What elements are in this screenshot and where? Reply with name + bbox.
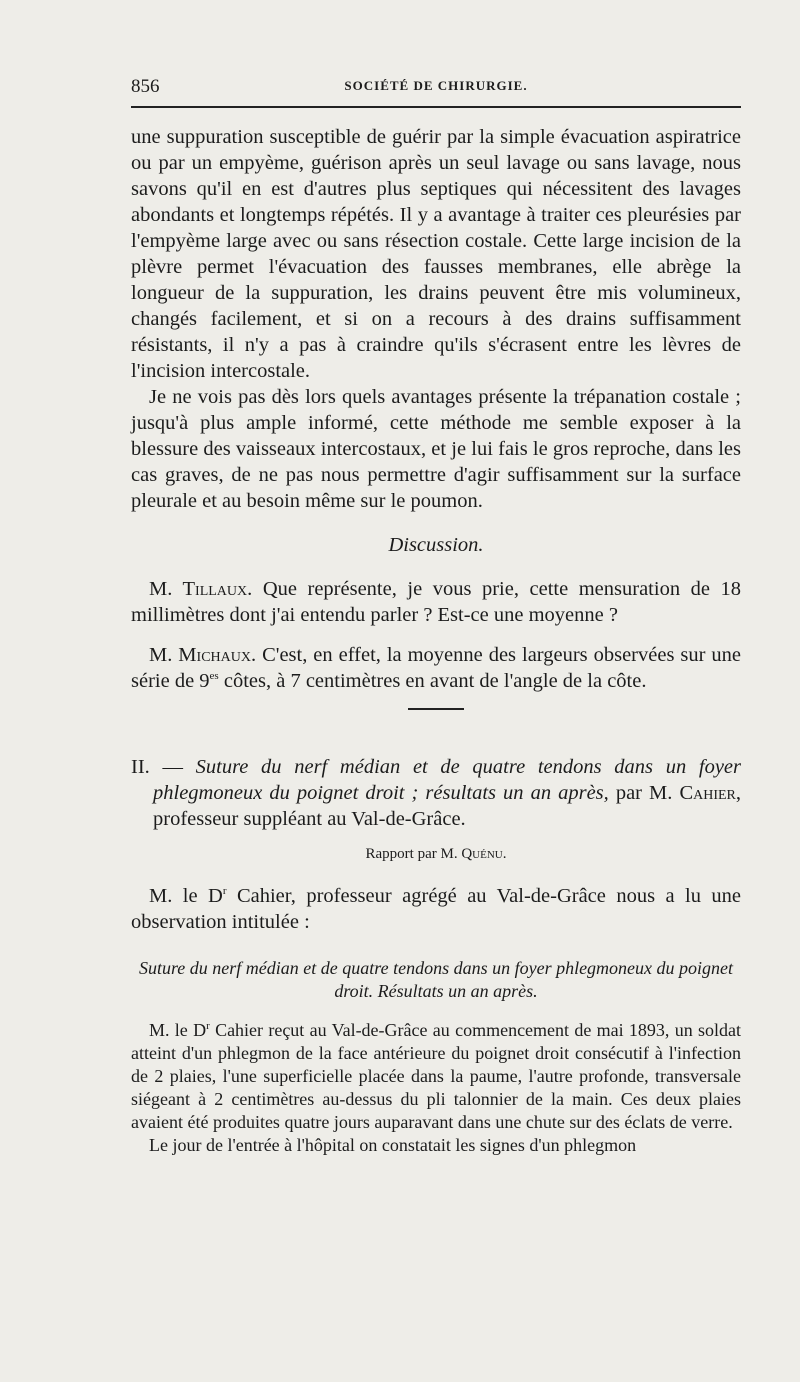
observation-title: Suture du nerf médian et de quatre tendons dans un foyer phlegmoneux du poignet droit. Résultats un an après.	[138, 958, 734, 1001]
tillaux-text: Que représente, je vous prie, cette mensuration de 18 millimètres dont j'ai entendu parler ? Est-ce une moyenne ?	[131, 578, 741, 626]
para3-sup: r	[222, 885, 227, 898]
para3-before: M. le D	[149, 885, 223, 907]
speaker-michaux: M. Michaux.	[149, 644, 257, 666]
michaux-sup: es	[209, 670, 219, 683]
running-head: SOCIÉTÉ DE CHIRURGIE.	[344, 78, 528, 93]
page-number: 856	[131, 76, 160, 97]
paragraph-3	[131, 883, 741, 935]
page-body	[131, 124, 741, 1157]
michaux-text-after: côtes, à 7 centimètres en avant de l'angle de la côte.	[218, 670, 647, 692]
section-number: II. —	[131, 756, 183, 778]
report-by-label: Rapport par M.	[365, 846, 458, 862]
paragraph-5: Le jour de l'entrée à l'hôpital on constatait les signes d'un phlegmon	[149, 1135, 637, 1155]
header-rule	[131, 106, 741, 108]
section-heading	[131, 754, 741, 832]
speaker-tillaux: M. Tillaux.	[149, 578, 253, 600]
michaux-remark	[131, 642, 741, 694]
report-by-name: Quénu.	[461, 846, 507, 862]
section-author: Cahier,	[679, 782, 742, 804]
para4-sup: r	[206, 1020, 210, 1032]
section-divider	[408, 708, 464, 710]
michaux-text-before: C'est, en effet, la moyenne des largeurs observées sur une série de 9	[131, 644, 741, 692]
report-byline	[131, 846, 741, 863]
section-role: professeur suppléant au Val-de-Grâce.	[153, 808, 466, 830]
para3-after: Cahier, professeur agrégé au Val-de-Grâce nous a lu une observation intitulée :	[131, 885, 741, 933]
discussion-heading: Discussion.	[388, 534, 484, 556]
paragraph-1: une suppuration susceptible de guérir par la simple évacuation aspiratrice ou par un empyème, guérison après un seul lavage ou sans lavage, nous savons qu'il en est d'autres plus septiques qui nécessitent des lavages abondants et longtemps répétés. Il y a avantage à traiter ces pleurésies par l'empyème large avec ou sans résection costale. Cette large incision de la plèvre permet l'évacuation des fausses membranes, elle abrège la longueur de la suppuration, les drains peuvent être mis volumineux, changés facilement, et si on a recours à des drains suffisamment résistants, il n'y a pas à craindre qu'ils s'écrasent entre les lèvres de l'incision intercostale.	[131, 126, 741, 382]
para4-after: Cahier reçut au Val-de-Grâce au commencement de mai 1893, un soldat atteint d'un phlegmon de la face antérieure du poignet droit consécutif à l'infection de 2 plaies, l'une superficielle placée dans la paume, l'autre profonde, transversale siégeant à 2 centimètres au-dessus du pli talonnier de la main. Ces deux plaies avaient été produites quatre jours auparavant dans une chute sur des éclats de verre.	[131, 1020, 741, 1132]
paragraph-4	[131, 1019, 741, 1134]
para4-before: M. le D	[149, 1020, 207, 1040]
section-by: par M.	[615, 782, 673, 804]
page-header	[131, 72, 741, 102]
tillaux-remark	[131, 576, 741, 628]
paragraph-2: Je ne vois pas dès lors quels avantages présente la trépanation costale ; jusqu'à plus ample informé, cette méthode me semble exposer à la blessure des vaisseaux intercostaux, et je lui fais le gros reproche, dans les cas graves, de ne pas nous permettre d'agir suffisamment sur la surface pleurale et au besoin même sur le poumon.	[131, 386, 741, 512]
section-title: Suture du nerf médian et de quatre tendons dans un foyer phlegmoneux du poignet droit ; résultats un an après,	[153, 756, 741, 804]
